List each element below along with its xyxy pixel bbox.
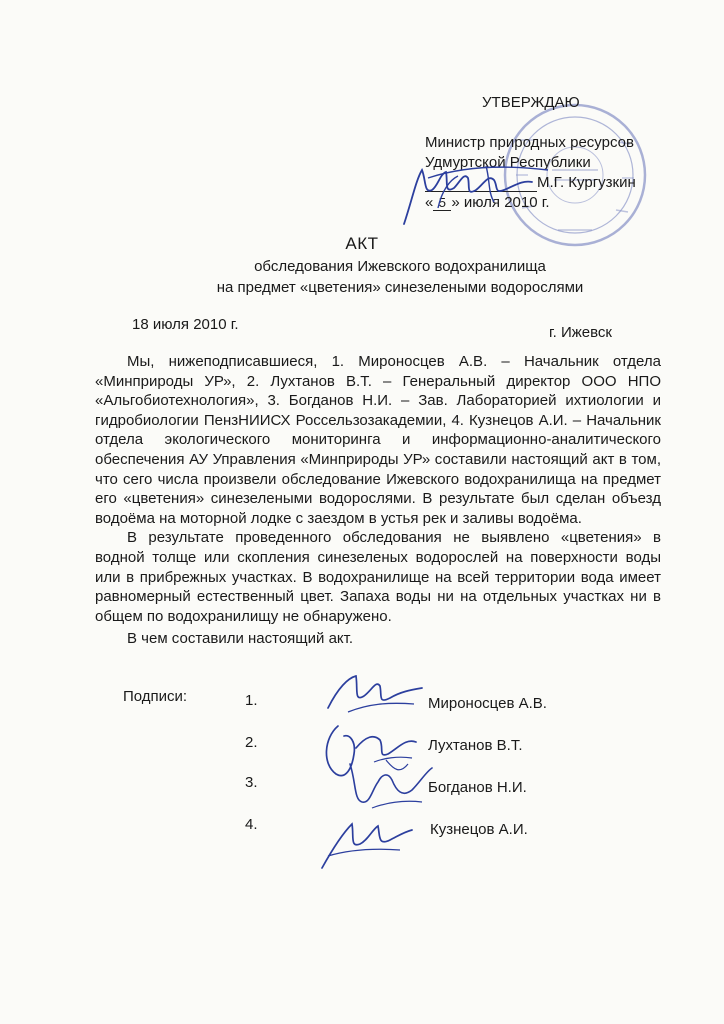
signature-mironostsev	[318, 668, 428, 723]
approval-position-line1: Министр природных ресурсов	[425, 134, 634, 151]
approval-signer: М.Г. Кургузкин	[537, 174, 636, 191]
signature-name-2: Лухтанов В.Т.	[428, 737, 523, 754]
approval-date-open: «	[425, 194, 434, 211]
signature-kuznetsov	[308, 806, 418, 876]
act-subtitle-line2: на предмет «цветения» синезелеными водорослями	[216, 279, 584, 296]
approval-position-line2: Удмуртской Республики	[425, 154, 591, 171]
act-subtitle-line1: обследования Ижевского водохранилища	[254, 258, 546, 275]
act-city: г. Ижевск	[549, 324, 612, 341]
signature-number-2: 2.	[245, 734, 258, 751]
signature-name-3: Богданов Н.И.	[428, 779, 527, 796]
signatures-label: Подписи:	[123, 688, 188, 705]
approval-date-day: 5	[433, 195, 451, 211]
body-closing: В чем составили настоящий акт.	[127, 630, 354, 648]
signature-bogdanov	[342, 752, 438, 812]
signature-name-4: Кузнецов А.И.	[430, 821, 528, 838]
approval-heading: УТВЕРЖДАЮ	[482, 94, 580, 111]
minister-signature	[398, 150, 568, 230]
act-date: 18 июля 2010 г.	[132, 316, 239, 333]
signature-number-3: 3.	[245, 774, 258, 791]
act-body	[95, 352, 661, 649]
approval-date-rest: » июля 2010 г.	[451, 194, 550, 211]
signature-number-4: 4.	[245, 816, 258, 833]
act-title: АКТ	[345, 234, 379, 253]
body-paragraph-2: В результате проведенного обследования не выявлено «цветения» в водной толще или скопления синезеленых водорослей на поверхности воды или в прибрежных участках. В водохранилище на всей территории вода имеет равномерный естественный цвет. Запаха воды ни на отдельных участках ни в общем по водохранилищу не обнаружено.	[95, 529, 661, 625]
signature-name-1: Мироносцев А.В.	[428, 695, 547, 712]
body-paragraph-1: Мы, нижеподписавшиеся, 1. Мироносцев А.В. – Начальник отдела «Минприроды УР», 2. Лухтанов В.Т. – Генеральный директор ООО НПО «Альгобиотехнология», 3. Богданов Н.И. – Зав. Лабораторией ихтиологии и гидробиологии ПензНИИСХ Россельзозакадемии, 4. Кузнецов А.И. – Начальник отдела экологического мониторинга и информационно-аналитического обеспечения АУ Управления «Минприроды УР» составили настоящий акт в том, что сего числа произвели обследование Ижевского водохранилища на предмет его «цветения» синезелеными водорослями. В результате был сделан объезд водоёма на моторной лодке с заездом в устья рек и заливы водоёма.	[95, 353, 661, 527]
signature-number-1: 1.	[245, 692, 258, 709]
